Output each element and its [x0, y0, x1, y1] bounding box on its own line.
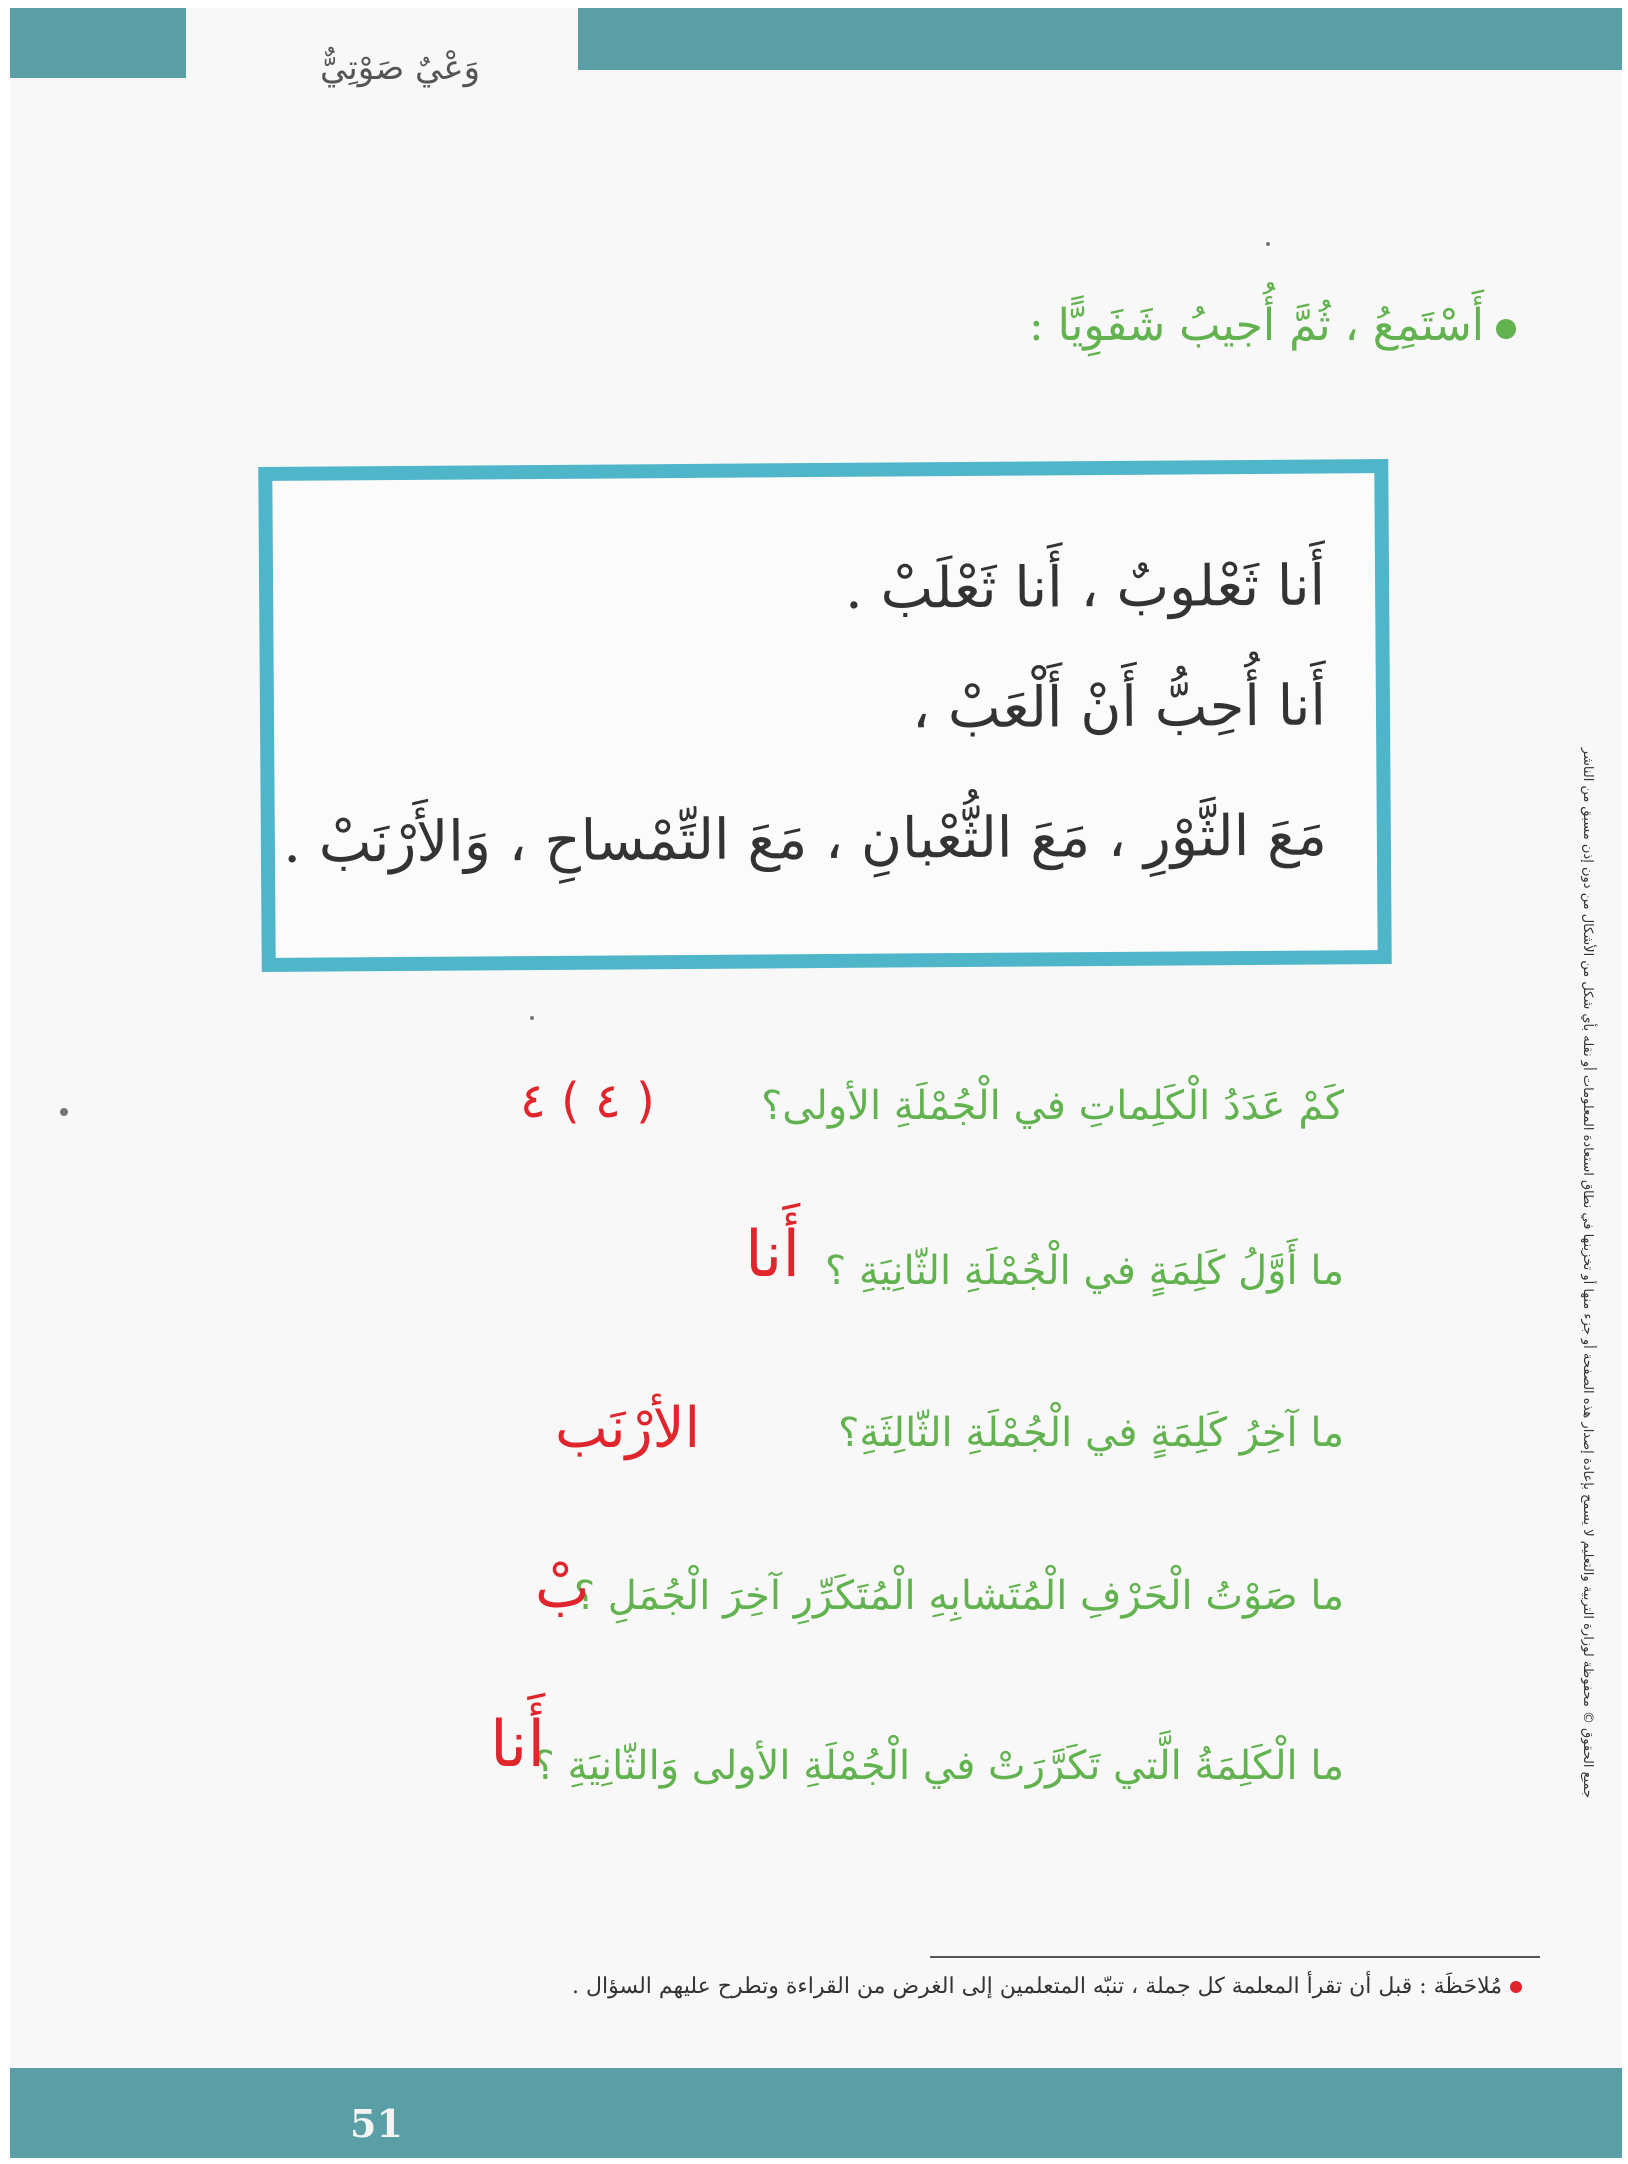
question-2: ما أَوَّلُ كَلِمَةٍ في الْجُمْلَةِ الثّانِيَةِ ؟	[824, 1248, 1344, 1294]
footer-bar	[10, 2068, 1622, 2158]
teacher-note	[572, 1974, 1522, 1999]
answer-4: بْ	[535, 1553, 590, 1621]
question-1: كَمْ عَدَدُ الْكَلِماتِ في الْجُمْلَةِ الأولى؟	[761, 1083, 1344, 1129]
scan-speck	[60, 1108, 68, 1116]
page-number: 51	[350, 2101, 403, 2146]
poem-line-1: أَنا ثَعْلوبٌ ، أَنا ثَعْلَبْ .	[844, 553, 1326, 622]
question-5: ما الْكَلِمَةُ الَّتي تَكَرَّرَتْ في الْجُمْلَةِ الأولى وَالثّانِيَةِ ؟	[533, 1743, 1344, 1789]
question-4: ما صَوْتُ الْحَرْفِ الْمُتَشابِهِ الْمُتَكَرِّرِ آخِرَ الْجُمَلِ ؟	[573, 1573, 1344, 1619]
answer-5: أَنا	[490, 1708, 546, 1782]
poem-box	[258, 459, 1391, 972]
copyright-side-text: جميع الحقوق © محفوظة لوزارة التربية والتعليم لا يسمح بإعادة إصدار هذه الصفحة أو جزء منها أو تخزينها في نطاق استعادة المعلومات أو نقله بأي شكل من الأشكال من دون إذن مسبق من الناشر	[1580, 747, 1595, 1798]
scan-speck	[530, 1016, 534, 1020]
note-text: قبل أن تقرأ المعلمة كل جملة ، تنبّه المتعلمين إلى الغرض من القراءة وتطرح عليهم السؤال .	[572, 1974, 1413, 1999]
answer-1: ( ٤ ) ٤	[520, 1073, 655, 1129]
poem-line-3: مَعَ الثَّوْرِ ، مَعَ الثُّعْبانِ ، مَعَ التِّمْساحِ ، وَالأَرْنَبْ .	[282, 803, 1328, 876]
question-3: ما آخِرُ كَلِمَةٍ في الْجُمْلَةِ الثّالِثَةِ؟	[838, 1410, 1344, 1456]
note-label: مُلاحَظَة :	[1419, 1974, 1502, 1999]
textbook-page	[10, 8, 1622, 2158]
note-divider	[930, 1956, 1540, 1958]
header-bar-right	[578, 8, 1622, 70]
instruction-text: أَسْتَمِعُ ، ثُمَّ أُجيبُ شَفَوِيًّا :	[1028, 300, 1484, 351]
section-title: وَعْيٌ صَوْتِيٌّ	[319, 48, 481, 88]
scan-speck	[1266, 242, 1270, 246]
bullet-icon	[1496, 319, 1516, 339]
header-bar-left	[10, 8, 186, 78]
answer-3: الأرْنَب	[555, 1396, 701, 1461]
poem-line-2: أَنا أُحِبُّ أَنْ أَلْعَبْ ،	[911, 673, 1327, 742]
note-bullet-icon	[1510, 1981, 1522, 1993]
instruction	[1029, 300, 1516, 351]
answer-2: أَنا	[745, 1218, 801, 1292]
